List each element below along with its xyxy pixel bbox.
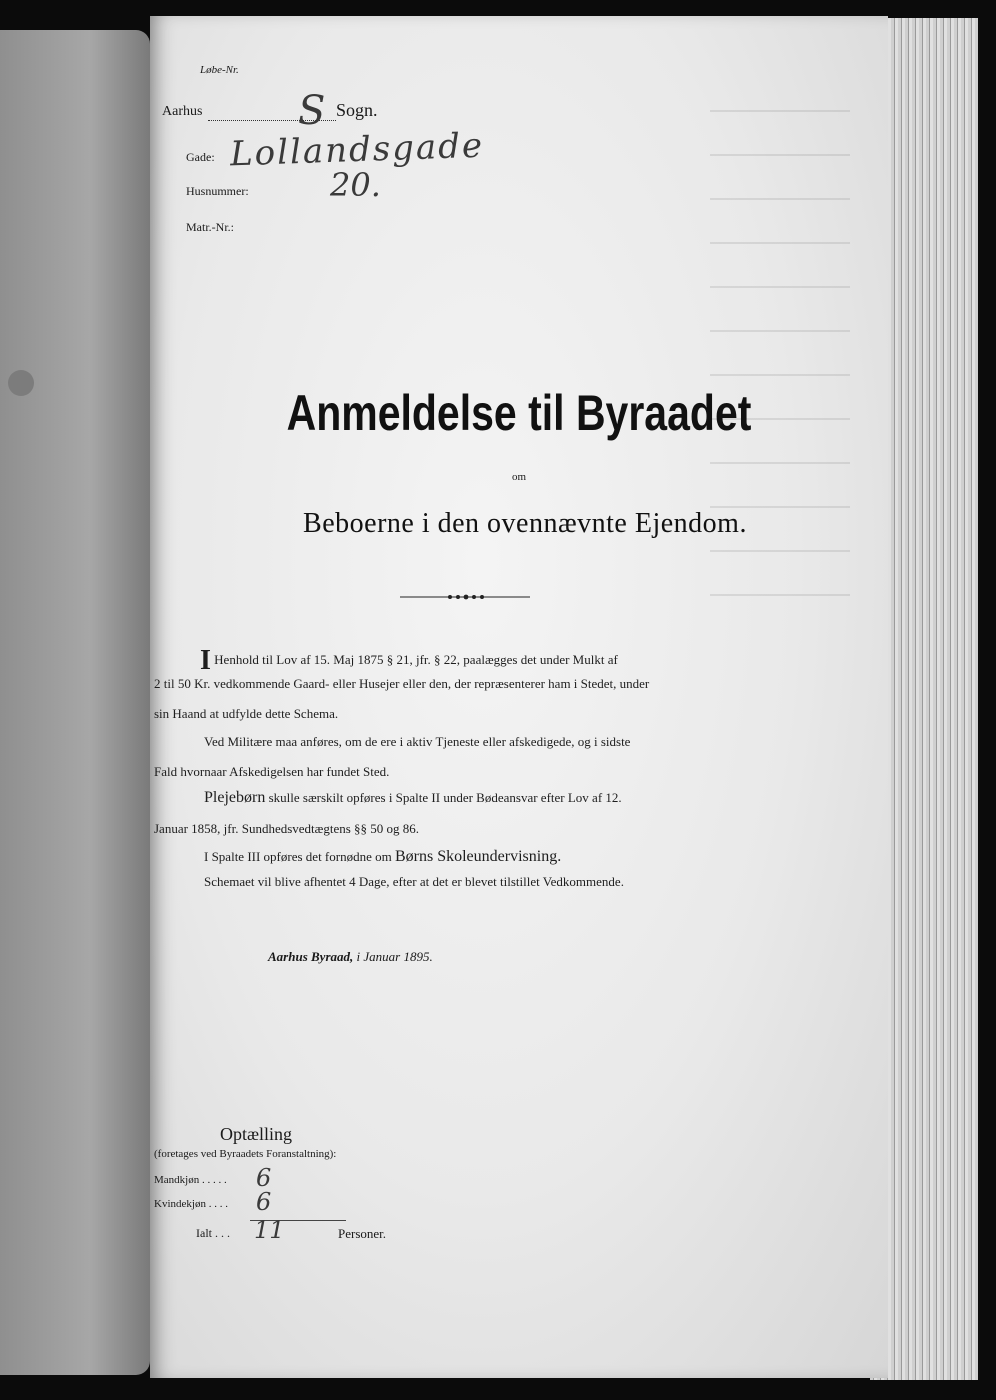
paragraph-1-line-3: sin Haand at udfylde dette Schema.	[154, 706, 339, 721]
gade-label: Gade:	[186, 150, 215, 164]
paragraph-3-line-1	[204, 789, 622, 807]
lobe-nr-label: Løbe-Nr.	[200, 64, 239, 76]
p1-line1-text: Henhold til Lov af 15. Maj 1875 § 21, jfr. § 22, paalægges det under Mulkt af	[214, 652, 618, 667]
matr-nr-label: Matr.-Nr.:	[186, 220, 234, 234]
mandkjon-value: 6	[256, 1164, 272, 1192]
ornament-rule	[400, 592, 530, 602]
paragraph-2-line-1: Ved Militære maa anføres, om de ere i aktiv Tjeneste eller afskedigede, og i sidste	[204, 734, 631, 749]
ialt-label: Ialt	[196, 1226, 212, 1240]
ialt-row: Ialt . . .	[196, 1226, 230, 1240]
sogn-value: S	[298, 88, 326, 134]
signature-line	[268, 949, 433, 965]
kvindekjon-label: Kvindekjøn	[154, 1198, 206, 1210]
paragraph-1-line-2: 2 til 50 Kr. vedkommende Gaard- eller Husejer eller den, der repræsenterer ham i Stedet, under	[154, 676, 650, 691]
paragraph-1-line-1	[200, 640, 618, 676]
personer-label: Personer.	[338, 1226, 387, 1241]
aarhus-label: Aarhus	[162, 104, 203, 119]
document-title: Anmeldelse til Byraadet	[286, 385, 752, 441]
count-heading: Optælling	[220, 1124, 293, 1144]
p4-start: I Spalte III opføres det fornødne om	[204, 849, 392, 864]
sogn-label: Sogn.	[336, 100, 378, 120]
document-subtitle: Beboerne i den ovennævnte Ejendom.	[303, 508, 747, 539]
paragraph-4	[204, 848, 561, 866]
om-label: om	[511, 471, 527, 483]
husnummer-value: 20.	[330, 166, 381, 204]
count-subheading: (foretages ved Byraadets Foranstaltning):	[154, 1148, 337, 1160]
kvindekjon-row: Kvindekjøn . . . .	[154, 1198, 228, 1210]
plejeborn-word: Plejebørn	[204, 789, 266, 806]
paragraph-initial: I	[200, 645, 211, 676]
paragraph-5: Schemaet vil blive afhentet 4 Dage, efter at det er blevet tilstillet Vedkommende.	[204, 874, 624, 889]
signature-date: i Januar 1895.	[356, 949, 433, 964]
paragraph-3-line-2: Januar 1858, jfr. Sundhedsvedtægtens §§ 50 og 86.	[154, 821, 420, 836]
document-page	[150, 16, 888, 1378]
signature-org: Aarhus Byraad,	[268, 949, 354, 964]
p3-line1-rest: skulle særskilt opføres i Spalte II under Bødeansvar efter Lov af 12.	[268, 790, 622, 805]
paragraph-2-line-2: Fald hvornaar Afskedigelsen har fundet Sted.	[154, 764, 390, 779]
kvindekjon-value: 6	[256, 1188, 272, 1216]
left-page-stain	[8, 370, 34, 396]
husnummer-label: Husnummer:	[186, 184, 249, 198]
mandkjon-label: Mandkjøn	[154, 1174, 200, 1186]
mandkjon-row: Mandkjøn . . . . .	[154, 1174, 227, 1186]
p4-emphasis: Børns Skoleundervisning.	[394, 848, 562, 865]
ialt-value: 11	[254, 1216, 285, 1244]
gade-value: Lollandsgade	[229, 125, 485, 175]
left-page	[0, 30, 150, 1375]
